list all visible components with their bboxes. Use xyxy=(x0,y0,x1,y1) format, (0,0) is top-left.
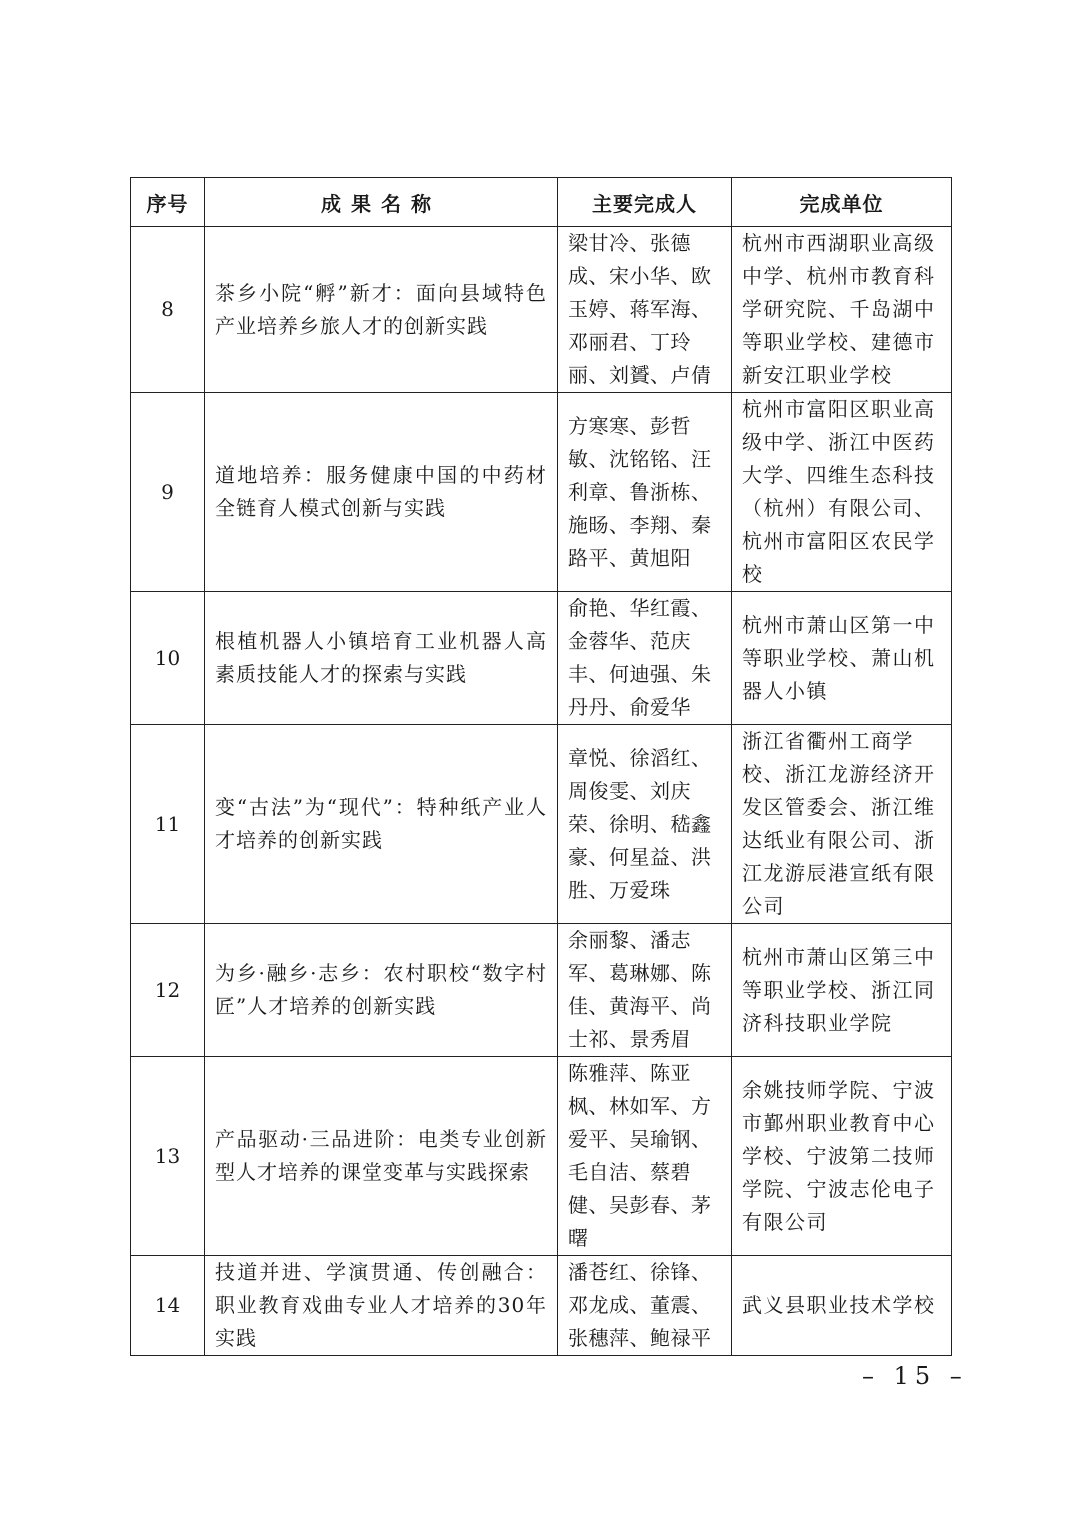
table-header-row xyxy=(131,178,952,227)
row-seq: 10 xyxy=(131,592,205,725)
row-title: 茶乡小院“孵”新才：面向县域特色产业培养乡旅人才的创新实践 xyxy=(205,227,558,393)
table-row xyxy=(131,1057,952,1256)
row-seq: 11 xyxy=(131,725,205,924)
row-title: 道地培养：服务健康中国的中药材全链育人模式创新与实践 xyxy=(205,393,558,592)
table-row xyxy=(131,924,952,1057)
row-units: 浙江省衢州工商学校、浙江龙游经济开发区管委会、浙江维达纸业有限公司、浙江龙游辰港宣纸有限公司 xyxy=(732,725,952,924)
row-units: 杭州市萧山区第三中等职业学校、浙江同济科技职业学院 xyxy=(732,924,952,1057)
row-seq: 12 xyxy=(131,924,205,1057)
row-seq: 9 xyxy=(131,393,205,592)
row-units: 杭州市西湖职业高级中学、杭州市教育科学研究院、千岛湖中等职业学校、建德市新安江职业学校 xyxy=(732,227,952,393)
row-units: 杭州市萧山区第一中等职业学校、萧山机器人小镇 xyxy=(732,592,952,725)
header-units: 完成单位 xyxy=(732,178,952,227)
row-title: 技道并进、学演贯通、传创融合：职业教育戏曲专业人才培养的30年实践 xyxy=(205,1256,558,1356)
row-units: 余姚技师学院、宁波市鄞州职业教育中心学校、宁波第二技师学院、宁波志伦电子有限公司 xyxy=(732,1057,952,1256)
row-people: 章悦、徐滔红、周俊雯、刘庆荣、徐明、嵇鑫豪、何星益、洪胜、万爱珠 xyxy=(558,725,732,924)
row-title: 为乡·融乡·志乡：农村职校“数字村匠”人才培养的创新实践 xyxy=(205,924,558,1057)
table-row xyxy=(131,227,952,393)
row-people: 陈雅萍、陈亚枫、林如军、方爱平、吴瑜钢、毛自洁、蔡碧健、吴彭春、茅曙 xyxy=(558,1057,732,1256)
row-seq: 8 xyxy=(131,227,205,393)
row-people: 俞艳、华红霞、金蓉华、范庆丰、何迪强、朱丹丹、俞爱华 xyxy=(558,592,732,725)
table-row xyxy=(131,592,952,725)
row-units: 武义县职业技术学校 xyxy=(732,1256,952,1356)
row-title: 变“古法”为“现代”：特种纸产业人才培养的创新实践 xyxy=(205,725,558,924)
table-row xyxy=(131,1256,952,1356)
table-row xyxy=(131,393,952,592)
table-row xyxy=(131,725,952,924)
page-number: – 15 – xyxy=(862,1362,968,1390)
row-units: 杭州市富阳区职业高级中学、浙江中医药大学、四维生态科技（杭州）有限公司、杭州市富阳区农民学校 xyxy=(732,393,952,592)
achievements-table xyxy=(130,177,952,1356)
row-people: 潘苍红、徐锋、邓龙成、董震、张穗萍、鲍禄平 xyxy=(558,1256,732,1356)
row-title: 产品驱动·三品进阶：电类专业创新型人才培养的课堂变革与实践探索 xyxy=(205,1057,558,1256)
header-people: 主要完成人 xyxy=(558,178,732,227)
row-title: 根植机器人小镇培育工业机器人高素质技能人才的探索与实践 xyxy=(205,592,558,725)
row-people: 余丽黎、潘志军、葛琳娜、陈佳、黄海平、尚士祁、景秀眉 xyxy=(558,924,732,1057)
header-name: 成果名称 xyxy=(205,178,558,227)
header-seq: 序号 xyxy=(131,178,205,227)
row-people: 梁甘冷、张德成、宋小华、欧玉婷、蒋军海、邓丽君、丁玲丽、刘贇、卢倩 xyxy=(558,227,732,393)
row-people: 方寒寒、彭哲敏、沈铭铭、汪利章、鲁浙栋、施旸、李翔、秦路平、黄旭阳 xyxy=(558,393,732,592)
row-seq: 13 xyxy=(131,1057,205,1256)
row-seq: 14 xyxy=(131,1256,205,1356)
